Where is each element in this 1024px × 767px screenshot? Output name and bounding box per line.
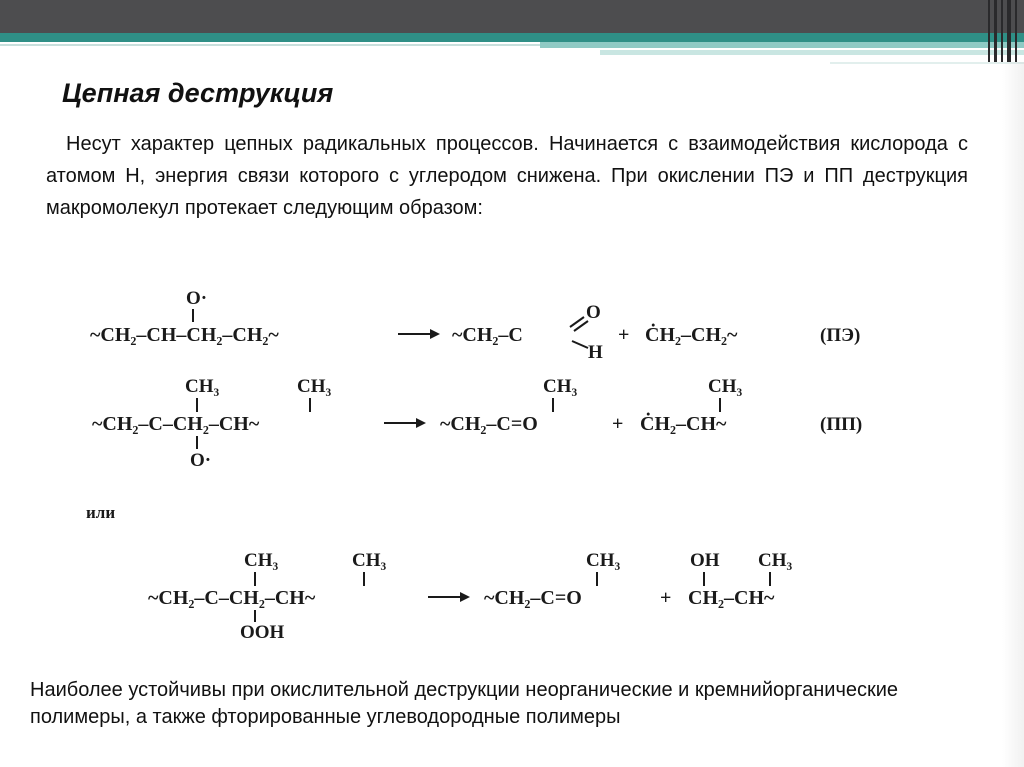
pp-reactant: ~CH₂–C–CH₂–CH~ — [92, 413, 260, 435]
reaction-arrow — [428, 592, 470, 602]
pp2-top-sub2: CH₃ — [352, 550, 387, 571]
reaction-pp-alt — [148, 550, 793, 643]
conclusion-paragraph: Наиболее устойчивы при окислительной деструкции неорганические и кремнийорганические полимеры, а также фторированные углеводородные полимеры — [30, 679, 899, 728]
pp2-bottom-sub: OOH — [240, 622, 285, 643]
or-label: или — [86, 503, 116, 522]
reaction-arrow — [398, 329, 440, 339]
pp-product2-top: CH₃ — [708, 376, 743, 397]
pp2-reactant: ~CH₂–C–CH₂–CH~ — [148, 587, 316, 609]
pe-product1-h: H — [588, 342, 603, 363]
pe-substituent: O· — [186, 288, 208, 309]
pp-product1-top: CH₃ — [543, 376, 578, 397]
pp-label: (ПП) — [820, 414, 863, 435]
reaction-pp — [92, 376, 862, 471]
pp-bottom-sub: O· — [190, 450, 212, 471]
pp-product2: ĊH₂–CH~ — [640, 413, 727, 435]
reaction-arrow — [384, 418, 426, 428]
pe-label: (ПЭ) — [820, 325, 861, 346]
pp2-plus: + — [660, 587, 672, 609]
pp2-product1-top: CH₃ — [586, 550, 621, 571]
pp-top-sub1: CH₃ — [185, 376, 220, 397]
pe-product2: ĊH₂–CH₂~ — [645, 324, 738, 346]
pp2-top-sub1: CH₃ — [244, 550, 279, 571]
pe-reactant: ~CH₂–CH–CH₂–CH₂~ — [90, 324, 279, 346]
intro-paragraph: Несут характер цепных радикальных процессов. Начинается с взаимодействия кислорода с атомом Н, энергия связи которого с углеродом снижена. При окислении ПЭ и ПП деструкция макромолекул протекает следующим образом: — [46, 133, 968, 219]
reaction-pe — [90, 288, 860, 363]
pp-top-sub2: CH₃ — [297, 376, 332, 397]
pe-product1-o: O — [586, 302, 601, 323]
pp2-product1: ~CH₂–C=O — [484, 587, 582, 609]
pp-product1: ~CH₂–C=O — [440, 413, 538, 435]
pp-plus: + — [612, 413, 624, 435]
pe-product1: ~CH₂–C — [452, 324, 523, 346]
pe-single-bond — [572, 341, 588, 348]
pp2-product2: CH₂–CH~ — [688, 587, 775, 609]
pp2-product2-top2: CH₃ — [758, 550, 793, 571]
pe-plus: + — [618, 324, 630, 346]
pp2-product2-top1: OH — [690, 550, 720, 571]
slide-title: Цепная деструкция — [62, 78, 334, 108]
